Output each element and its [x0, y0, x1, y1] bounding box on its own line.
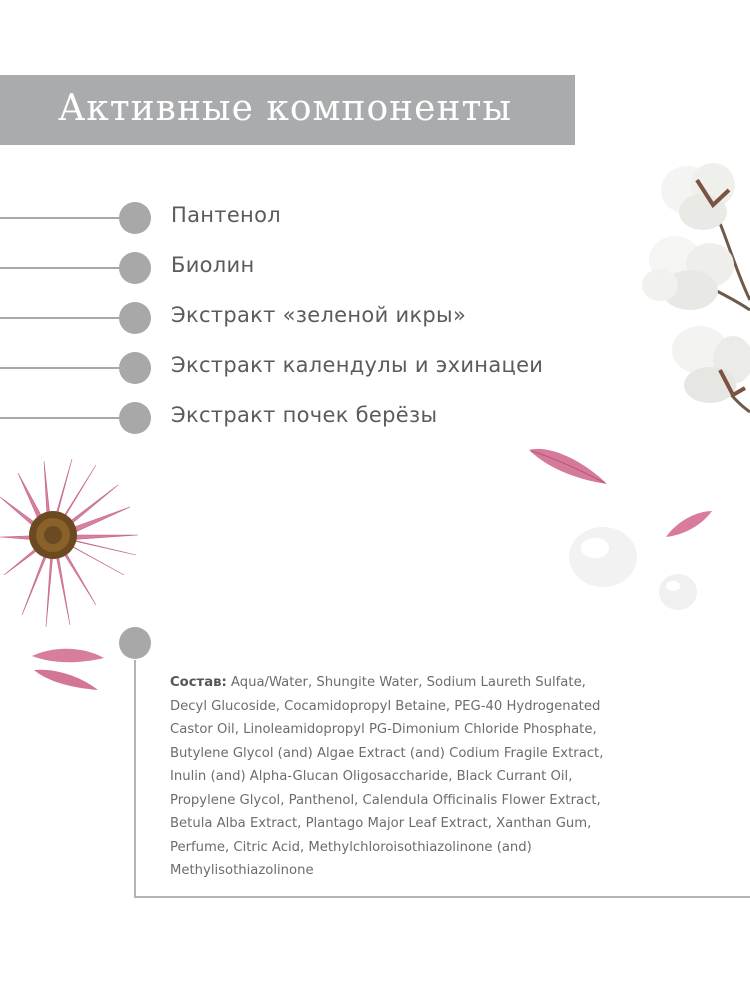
bullet-dot [119, 627, 151, 659]
component-label: Экстракт почек берёзы [171, 403, 438, 427]
bullet-dot [119, 402, 151, 434]
pink-petal-image [525, 442, 610, 490]
connector-line [0, 367, 122, 369]
composition-line: Butylene Glycol (and) Algae Extract (and) Codium Fragile Extract, [170, 745, 604, 761]
composition-line: Propylene Glycol, Panthenol, Calendula Officinalis Flower Extract, [170, 792, 601, 808]
composition-line: Decyl Glucoside, Cocamidopropyl Betaine, PEG-40 Hydrogenated [170, 698, 601, 714]
frame-line [134, 660, 136, 898]
composition-line: Methylisothiazolinone [170, 863, 314, 878]
frame-line [134, 896, 750, 898]
bullet-dot [119, 202, 151, 234]
component-label: Экстракт «зеленой икры» [171, 303, 467, 327]
cream-drops-image [565, 515, 705, 615]
composition-line [170, 671, 690, 695]
page-title: Активные компоненты [58, 88, 513, 129]
composition-line-text: Aqua/Water, Shungite Water, Sodium Laureth Sulfate, [230, 675, 586, 690]
echinacea-flower-image [0, 455, 140, 635]
connector-line [0, 267, 122, 269]
composition-text [170, 671, 690, 883]
composition-label: Состав: [170, 675, 227, 690]
connector-line [0, 317, 122, 319]
composition-line: Inulin (and) Alpha-Glucan Oligosaccharide, Black Currant Oil, [170, 769, 573, 784]
bullet-dot [119, 252, 151, 284]
composition-line: Betula Alba Extract, Plantago Major Leaf Extract, Xanthan Gum, [170, 816, 592, 831]
connector-line [0, 217, 122, 219]
component-label: Биолин [171, 253, 255, 277]
connector-line [0, 417, 122, 419]
composition-line: Perfume, Citric Acid, Methylchloroisothiazolinone (and) [170, 839, 532, 855]
component-item [0, 250, 600, 286]
component-item [0, 300, 600, 336]
component-label: Экстракт календулы и эхинацеи [171, 353, 544, 377]
bullet-dot [119, 352, 151, 384]
cotton-flowers-image [625, 150, 750, 430]
pink-petal-image [28, 642, 108, 692]
component-label: Пантенол [171, 203, 281, 227]
component-item [0, 350, 600, 386]
composition-line: Castor Oil, Linoleamidopropyl PG-Dimonium Chloride Phosphate, [170, 722, 597, 737]
component-item [0, 200, 600, 236]
component-item [0, 400, 600, 436]
bullet-dot [119, 302, 151, 334]
